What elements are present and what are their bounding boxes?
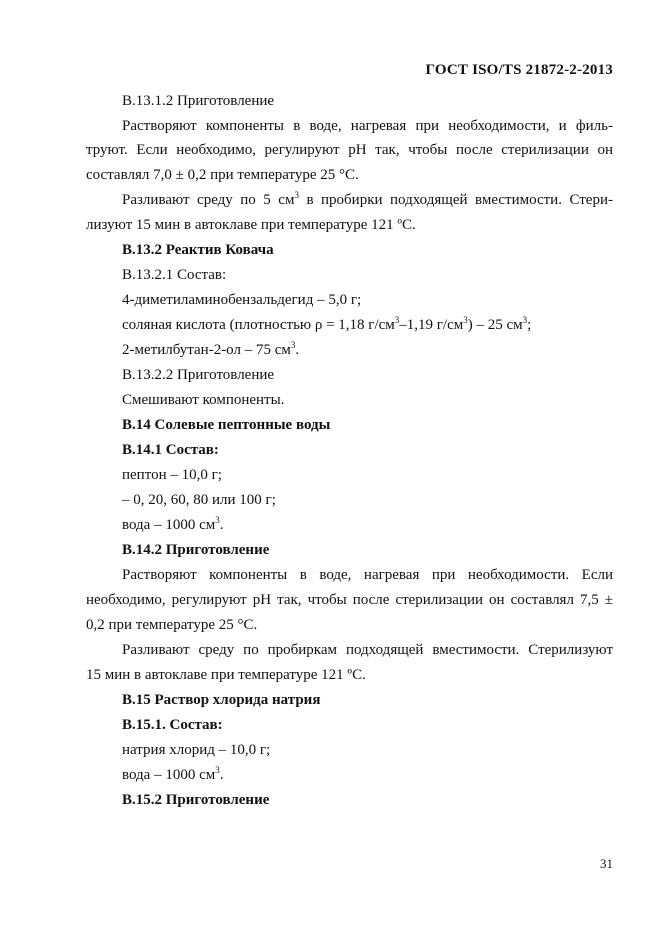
subsection-heading: В.15.1. Состав: <box>122 717 223 733</box>
list-item <box>122 516 613 534</box>
text-span: ; <box>527 317 532 333</box>
superscript: 3 <box>294 190 299 200</box>
list-item: 4-диметиламинобензальдегид – 5,0 г; <box>122 292 362 308</box>
document-header: ГОСТ ISO/TS 21872-2-2013 <box>425 62 613 78</box>
paragraph-line: необходимо, регулируют pH так, чтобы после стерилизации он составлял 7,5 ± <box>86 592 613 608</box>
text-span: соляная кислота (плотностью ρ = 1,18 г/см <box>122 317 395 333</box>
paragraph-line <box>122 191 613 209</box>
paragraph-line: Смешивают компоненты. <box>122 392 285 408</box>
section-heading: В.13.2 Реактив Ковача <box>122 242 274 258</box>
text-span: вода – 1000 см <box>122 517 216 533</box>
superscript: 3 <box>215 515 220 525</box>
section-heading: В.14 Солевые пептонные воды <box>122 417 331 433</box>
text-span: Разливают среду по 5 см <box>122 192 295 208</box>
subsection-heading: В.13.2.2 Приготовление <box>122 367 275 383</box>
superscript: 3 <box>463 315 468 325</box>
list-item: натрия хлорид – 10,0 г; <box>122 742 271 758</box>
subsection-heading: В.15.2 Приготовление <box>122 792 270 808</box>
list-item: – 0, 20, 60, 80 или 100 г; <box>122 492 276 508</box>
text-span: вода – 1000 см <box>122 767 216 783</box>
text-span: –1,19 г/см <box>399 317 464 333</box>
paragraph-line: 15 мин в автоклаве при температуре 121 ºС. <box>86 667 366 683</box>
text-span: в пробирки подходящей вместимости. Стери- <box>298 192 613 208</box>
paragraph-line: труют. Если необходимо, регулируют pH так, чтобы после стерилизации он <box>86 142 613 158</box>
text-span: 2-метилбутан-2-ол – 75 см <box>122 342 291 358</box>
text-span: . <box>219 517 224 533</box>
list-item <box>122 766 613 784</box>
paragraph-line: Растворяют компоненты в воде, нагревая при необходимости, и филь- <box>122 118 613 134</box>
page-number: 31 <box>600 856 613 871</box>
subsection-heading: В.13.2.1 Состав: <box>122 267 227 283</box>
paragraph-line: Разливают среду по пробиркам подходящей вместимости. Стерилизуют <box>122 642 613 658</box>
superscript: 3 <box>394 315 400 325</box>
section-heading: В.15 Раствор хлорида натрия <box>122 692 321 708</box>
list-item <box>122 316 613 334</box>
list-item: пептон – 10,0 г; <box>122 467 222 483</box>
paragraph-line: лизуют 15 мин в автоклаве при температуре 121 ºС. <box>86 217 416 233</box>
subsection-heading: В.14.2 Приготовление <box>122 542 270 558</box>
list-item <box>122 341 613 359</box>
paragraph-line: составлял 7,0 ± 0,2 при температуре 25 °С. <box>86 167 359 183</box>
superscript: 3 <box>290 340 296 350</box>
superscript: 3 <box>522 315 528 325</box>
paragraph-line: Растворяют компоненты в воде, нагревая при необходимости. Если <box>122 567 613 583</box>
paragraph-line: 0,2 при температуре 25 °С. <box>86 617 258 633</box>
text-span: ) – 25 см <box>467 317 523 333</box>
text-span: . <box>219 767 224 783</box>
superscript: 3 <box>215 765 220 775</box>
subsection-heading: В.14.1 Состав: <box>122 442 219 458</box>
subsection-heading: В.13.1.2 Приготовление <box>122 93 275 109</box>
text-span: . <box>295 342 300 358</box>
